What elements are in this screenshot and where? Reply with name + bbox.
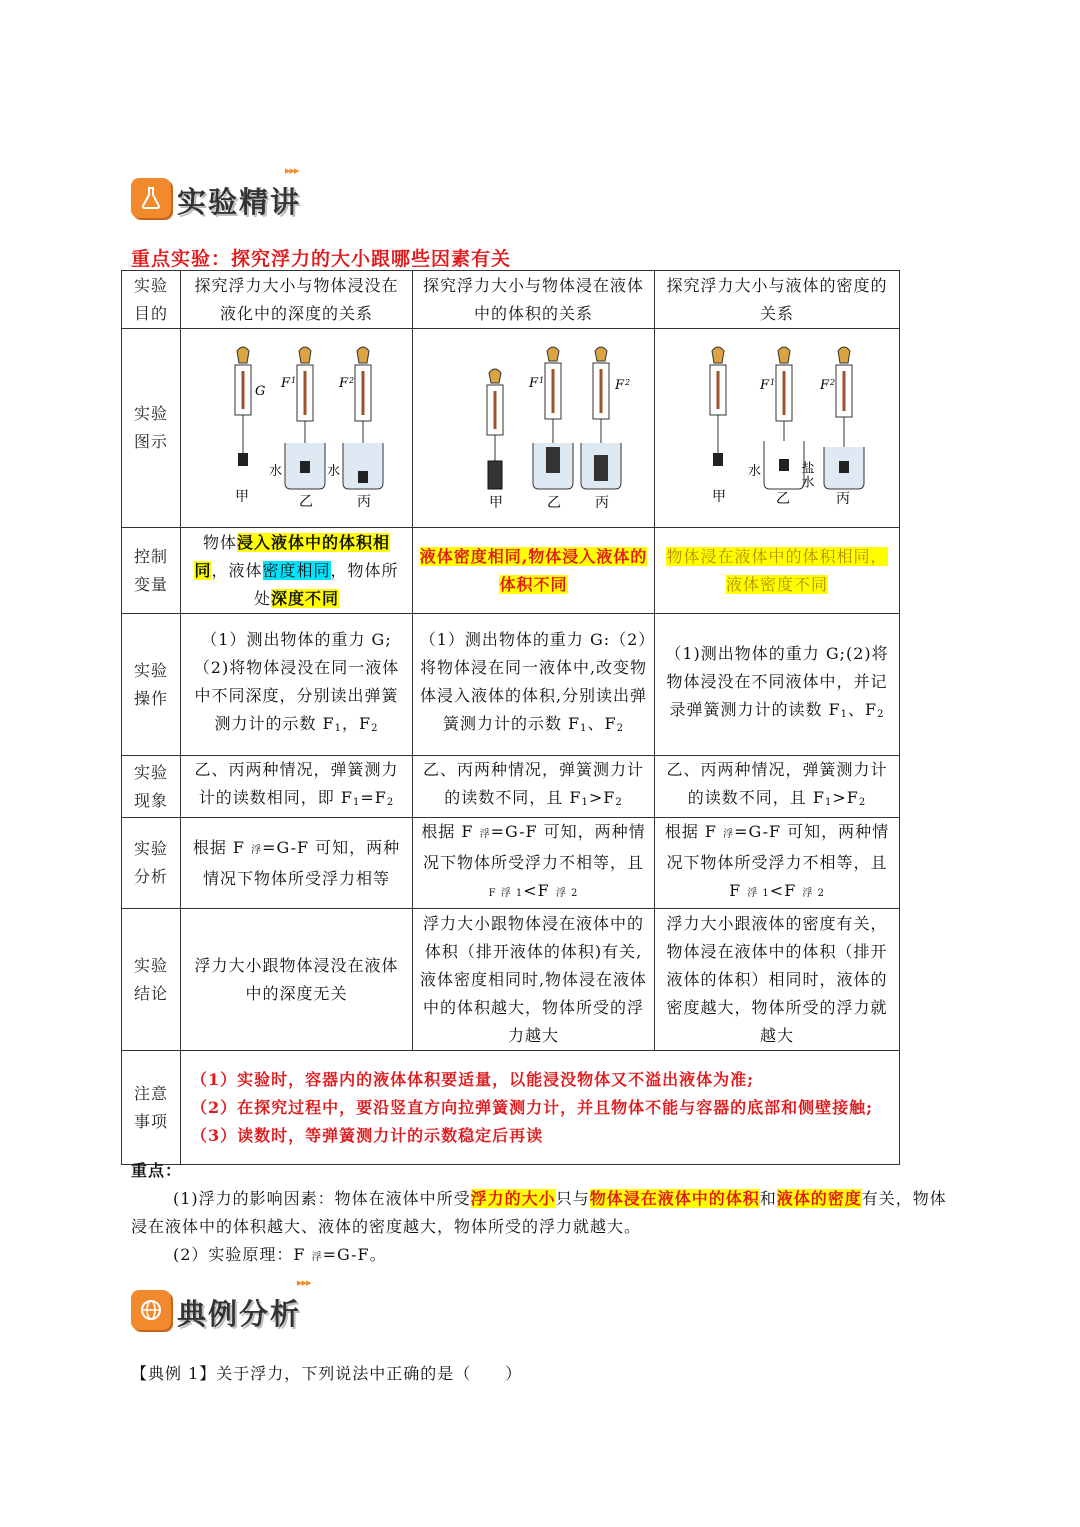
operation-cell-3: （1)测出物体的重力 G;(2)将物体浸没在不同液体中，并记录弹簧测力计的读数 $F_1$、$F_2$	[655, 614, 900, 756]
label-conclusion: 实验 结论	[122, 909, 181, 1051]
row-conclusion	[122, 909, 900, 1051]
figure-cell-2	[413, 329, 655, 528]
label-notes: 注意 事项	[122, 1051, 181, 1165]
experiment-section-banner	[131, 164, 331, 222]
row-control	[122, 528, 900, 614]
spring-scale-yi-3	[748, 347, 804, 507]
label-bing: 丙	[356, 494, 372, 510]
label-f1: $F^1$	[280, 376, 297, 391]
example-section-title: 典例分析	[177, 1297, 302, 1331]
row-phenomenon	[122, 756, 900, 818]
spring-scale-bing-3	[799, 347, 865, 507]
label-control: 控制 变量	[122, 528, 181, 614]
label-water-bing: 水	[326, 464, 341, 479]
banner-arrows-icon-2: ▸▸▸	[297, 1276, 311, 1289]
conclusion-cell-2: 浮力大小跟物体浸在液体中的体积（排开液体的体积)有关,液体密度相同时,物体浸在液体中的体积越大，物体所受的浮力越大	[413, 909, 655, 1051]
label-f2: $F^2$	[338, 376, 355, 391]
label-f1-2: $F^1$	[528, 376, 545, 391]
label-f2-2: $F^2$	[614, 378, 631, 393]
label-jia: 甲	[234, 489, 250, 505]
analysis-cell-3: 根据 F 浮=G-F 可知，两种情况下物体所受浮力不相等，且 F 浮 1<F 浮 2	[655, 818, 900, 909]
control-cell-3: 物体浸在液体中的体积相同，液体密度不同	[655, 528, 900, 614]
row-notes	[122, 1051, 900, 1165]
purpose-cell-3: 探究浮力大小与液体的密度的关系	[655, 271, 900, 329]
label-water-3: 水	[748, 464, 763, 479]
analysis-cell-1: 根据 F 浮=G-F 可知，两种情况下物体所受浮力相等	[181, 818, 413, 909]
volume-experiment-figure	[429, 343, 639, 513]
operation-cell-2: （1）测出物体的重力 G:（2）将物体浸在同一液体中,改变物体浸入液体的体积,分别读出弹簧测力计的示数 $F_1$、$F_2$	[413, 614, 655, 756]
key-point-1: (1)浮力的影响因素：物体在液体中所受浮力的大小只与物体浸在液体中的体积和液体的密度有关，物体浸在液体中的体积越大、液体的密度越大，物体所受的浮力就越大。	[131, 1189, 947, 1236]
example-question: 【典例 1】关于浮力，下列说法中正确的是（ ）	[131, 1364, 523, 1383]
key-points-label: 重点：	[131, 1161, 183, 1180]
flask-badge	[131, 178, 171, 218]
experiment-table	[121, 270, 900, 1165]
label-yi-3: 乙	[776, 491, 791, 507]
label-yi-2: 乙	[546, 495, 562, 511]
label-f2-3: $F^2$	[820, 378, 837, 393]
purpose-cell-2: 探究浮力大小与物体浸在液体中的体积的关系	[413, 271, 655, 329]
experiment-section-title: 实验精讲	[177, 185, 302, 219]
label-g: G	[254, 384, 266, 399]
row-analysis	[122, 818, 900, 909]
row-figure	[122, 329, 900, 528]
spring-scale-bing	[327, 347, 383, 510]
spring-scale-jia-2	[487, 369, 504, 511]
label-purpose: 实验 目的	[122, 271, 181, 329]
row-purpose	[122, 271, 900, 329]
density-experiment-figure	[672, 343, 882, 513]
phenomenon-cell-1: 乙、丙两种情况，弹簧测力计的读数相同，即 $F_1=F_2$	[181, 756, 413, 818]
phenomenon-cell-2: 乙、丙两种情况，弹簧测力计的读数不同，且 $F_1>F_2$	[413, 756, 655, 818]
label-f1-3: $F^1$	[760, 378, 777, 393]
spring-scale-bing-2	[581, 347, 631, 511]
spring-scale-jia-3	[710, 347, 727, 505]
notes-cell	[181, 1051, 900, 1165]
analysis-cell-2: 根据 F 浮=G-F 可知，两种情况下物体所受浮力不相等，且 F 浮 1<F 浮 2	[413, 818, 655, 909]
note-1: （1）实验时，容器内的液体体积要适量，以能浸没物体又不溢出液体为准;	[191, 1069, 755, 1089]
globe-badge	[131, 1290, 171, 1330]
label-operation: 实验 操作	[122, 614, 181, 756]
conclusion-cell-3: 浮力大小跟液体的密度有关，物体浸在液体中的体积（排开液体的体积）相同时，液体的密度越大，物体所受的浮力就越大	[655, 909, 900, 1051]
label-yi: 乙	[298, 494, 314, 510]
label-phenomenon: 实验 现象	[122, 756, 181, 818]
purpose-cell-1: 探究浮力大小与物体浸没在液化中的深度的关系	[181, 271, 413, 329]
label-bing-3: 丙	[836, 491, 851, 507]
experiment-subheading: 重点实验：探究浮力的大小跟哪些因素有关	[131, 248, 512, 270]
control-cell-1: 物体浸入液体中的体积相同，液体密度相同，物体所处深度不同	[181, 528, 413, 614]
label-salt-water: 盐水	[798, 461, 814, 489]
spring-scale-jia	[235, 347, 266, 466]
operation-cell-1: （1）测出物体的重力 G;（2)将物体浸没在同一液体中不同深度，分别读出弹簧测力计的示数 $F_1$，$F_2$	[181, 614, 413, 756]
note-2: （2）在探究过程中，要沿竖直方向拉弹簧测力计，并且物体不能与容器的底部和侧壁接触;	[191, 1097, 874, 1117]
label-analysis: 实验 分析	[122, 818, 181, 909]
figure-cell-3	[655, 329, 900, 528]
globe-icon	[139, 1298, 163, 1322]
spring-scale-yi-2	[528, 347, 573, 511]
flask-icon	[139, 186, 163, 210]
depth-experiment-figure	[197, 343, 397, 513]
control-cell-2: 液体密度相同,物体浸入液体的体积不同	[413, 528, 655, 614]
example-section-banner	[131, 1276, 341, 1334]
phenomenon-cell-3: 乙、丙两种情况，弹簧测力计的读数不同，且 $F_1>F_2$	[655, 756, 900, 818]
banner-arrows-icon: ▸▸▸	[285, 164, 299, 177]
spring-scale-yi	[269, 347, 325, 510]
note-3: （3）读数时，等弹簧测力计的示数稳定后再读	[191, 1125, 544, 1145]
figure-cell-1	[181, 329, 413, 528]
row-operation	[122, 614, 900, 756]
label-water-yi: 水	[268, 464, 283, 479]
label-bing-2: 丙	[594, 495, 610, 511]
label-jia-3: 甲	[712, 489, 727, 505]
label-figure: 实验 图示	[122, 329, 181, 528]
key-point-2: (2）实验原理：F 浮=G-F。	[173, 1245, 387, 1264]
conclusion-cell-1: 浮力大小跟物体浸没在液体中的深度无关	[181, 909, 413, 1051]
label-jia-2: 甲	[488, 495, 504, 511]
